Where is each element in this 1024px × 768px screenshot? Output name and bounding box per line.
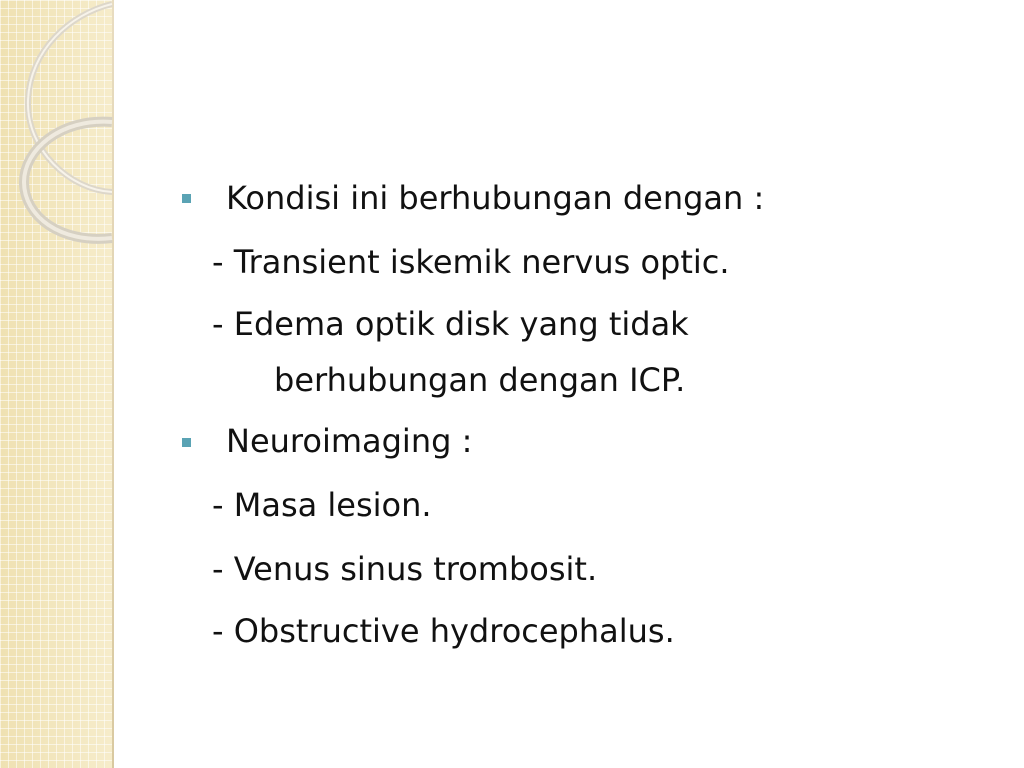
square-bullet-icon <box>182 194 191 203</box>
sub-item: - Masa lesion. <box>212 486 432 524</box>
bullet-heading-conditions: Kondisi ini berhubungan dengan : <box>226 179 765 217</box>
square-bullet-icon <box>182 438 191 447</box>
sub-item: - Edema optik disk yang tidak <box>212 305 689 343</box>
sub-item: - Venus sinus trombosit. <box>212 550 598 588</box>
sub-item: - Obstructive hydrocephalus. <box>212 612 675 650</box>
sub-item: - Transient iskemik nervus optic. <box>212 243 730 281</box>
sub-item-continuation: berhubungan dengan ICP. <box>274 361 686 399</box>
bullet-heading-neuroimaging: Neuroimaging : <box>226 422 473 460</box>
